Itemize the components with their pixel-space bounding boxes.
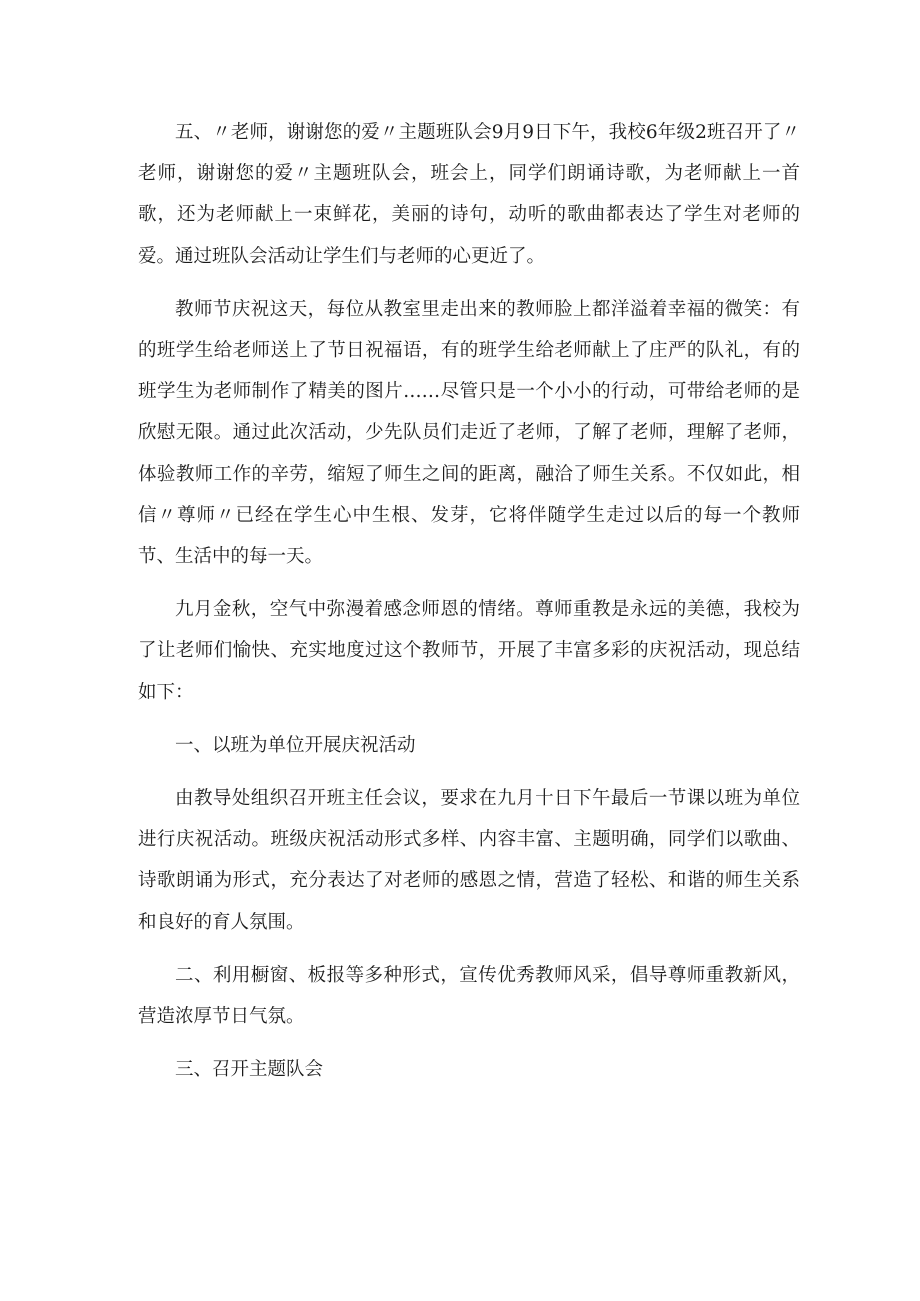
paragraph-class-activities: 由教导处组织召开班主任会议，要求在九月十日下午最后一节课以班为单位进行庆祝活动。班级庆祝活动形式多样、内容丰富、主题明确，同学们以歌曲、诗歌朗诵为形式，充分表达了对老师的感恩之情，营造了轻松、和谐的师生关系和良好的育人氛围。 — [138, 788, 800, 933]
paragraph-summary-intro: 九月金秋，空气中弥漫着感念师恩的情绪。尊师重教是永远的美德，我校为了让老师们愉快、充实地度过这个教师节，开展了丰富多彩的庆祝活动，现总结如下： — [138, 599, 800, 703]
heading-publicity: 二、利用橱窗、板报等多种形式，宣传优秀教师风采，倡导尊师重教新风，营造浓厚节日气氛。 — [138, 964, 800, 1028]
document-page — [138, 112, 800, 1102]
heading-theme-meeting: 三、召开主题队会 — [175, 1059, 324, 1081]
paragraph-theme-class-meeting: 五、〃老师，谢谢您的爱〃主题班队会9月9日下午，我校6年级2班召开了〃老师，谢谢您的爱〃主题班队会，班会上，同学们朗诵诗歌，为老师献上一首歌，还为老师献上一束鲜花，美丽的诗句，动听的歌曲都表达了学生对老师的爱。通过班队会活动让学生们与老师的心更近了。 — [138, 122, 800, 267]
heading-class-activities: 一、以班为单位开展庆祝活动 — [175, 734, 416, 756]
paragraph-celebration-day: 教师节庆祝这天，每位从教室里走出来的教师脸上都洋溢着幸福的微笑：有的班学生给老师送上了节日祝福语，有的班学生给老师献上了庄严的队礼，有的班学生为老师制作了精美的图片……尽管只是一个小小的行动，可带给老师的是欣慰无限。通过此次活动，少先队员们走近了老师，了解了老师，理解了老师，体验教师工作的辛劳，缩短了师生之间的距离，融洽了师生关系。不仅如此，相信〃尊师〃已经在学生心中生根、发芽，它将伴随学生走过以后的每一个教师节、生活中的每一天。 — [138, 298, 800, 568]
